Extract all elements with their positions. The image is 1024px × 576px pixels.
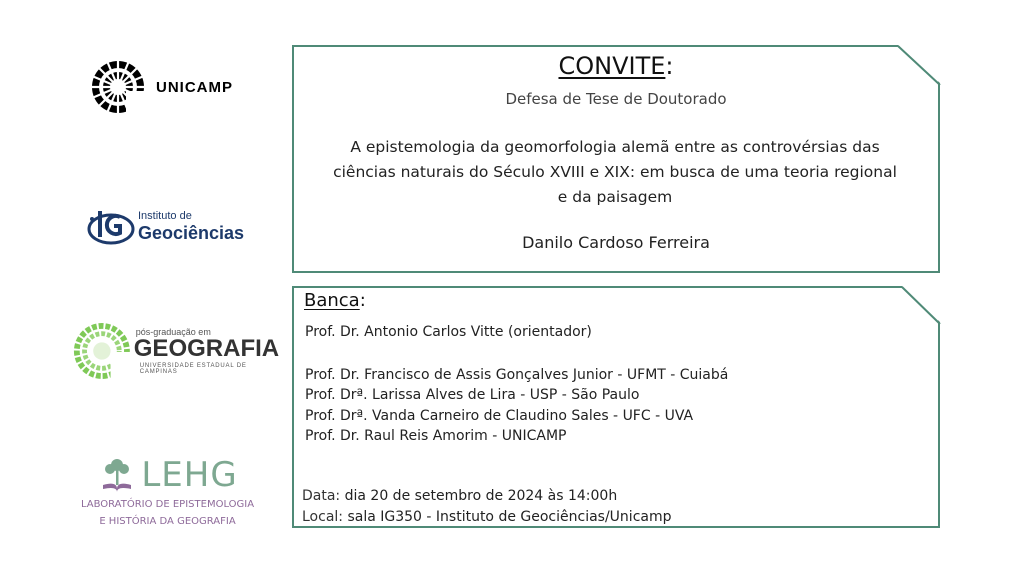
- unicamp-wordmark: UNICAMP: [156, 78, 233, 96]
- invitation-subtitle: Defesa de Tese de Doutorado: [505, 90, 727, 108]
- geografia-logo-line1: pós-graduação em: [135, 326, 211, 337]
- lehg-logo-line2: E HISTÓRIA DA GEOGRAFIA: [99, 516, 236, 527]
- committee-member: Prof. Dr. Francisco de Assis Gonçalves Junior - UFMT - Cuiabá: [305, 366, 729, 383]
- committee-heading: [304, 290, 366, 311]
- logo-column: [60, 40, 280, 550]
- committee-member: Prof. Dr. Raul Reis Amorim - UNICAMP: [305, 428, 567, 444]
- lehg-wordmark: LEHG: [141, 455, 238, 495]
- committee-member: Prof. Drª. Larissa Alves de Lira - USP - São Paulo: [305, 387, 640, 403]
- invitation-heading: [292, 52, 940, 80]
- geografia-logo: [72, 320, 281, 382]
- committee-spacer: [305, 343, 728, 365]
- committee-advisor: Prof. Dr. Antonio Carlos Vitte (orientador): [305, 324, 592, 340]
- event-place-label: Local:: [302, 509, 344, 525]
- event-place-value: sala IG350 - Instituto de Geociências/Unicamp: [343, 509, 672, 525]
- unicamp-logo: [88, 57, 233, 117]
- invitation-heading-colon: :: [665, 52, 674, 80]
- unicamp-emblem-icon: [88, 57, 148, 117]
- ig-logo-line2: Geociências: [138, 222, 245, 243]
- event-place: [302, 507, 672, 528]
- committee-heading-text: Banca: [304, 290, 360, 311]
- ig-logo: [86, 205, 244, 247]
- geografia-logo-line3: UNIVERSIDADE ESTADUAL DE CAMPINAS: [139, 362, 247, 375]
- committee-heading-colon: :: [359, 290, 366, 311]
- event-date-label: Data:: [302, 488, 341, 504]
- geografia-logo-line2: GEOGRAFIA: [133, 334, 280, 362]
- event-details: [302, 486, 672, 528]
- committee-list: [305, 322, 728, 447]
- event-date: [302, 486, 672, 507]
- committee-member: Prof. Drª. Vanda Carneiro de Claudino Sales - UFC - UVA: [305, 407, 694, 424]
- committee-frame-corner: [900, 286, 942, 326]
- ig-logo-line1: Instituto de: [138, 209, 192, 222]
- thesis-title: A epistemologia da geomorfologia alemã entre as controvérsias das ciências naturais do Século XVIII e XIX: em busca de uma teoria regional e da paisagem: [333, 138, 897, 206]
- event-date-value: dia 20 de setembro de 2024 às 14:00h: [340, 488, 618, 504]
- lehg-logo-line1: LABORATÓRIO DE EPISTEMOLOGIA: [80, 499, 255, 510]
- lehg-logo: [60, 455, 275, 529]
- author-name: Danilo Cardoso Ferreira: [522, 233, 710, 252]
- geografia-globe-icon: [72, 320, 132, 382]
- invitation-heading-text: CONVITE: [558, 52, 666, 80]
- ig-emblem-icon: [86, 205, 136, 247]
- tree-book-icon: [97, 455, 137, 495]
